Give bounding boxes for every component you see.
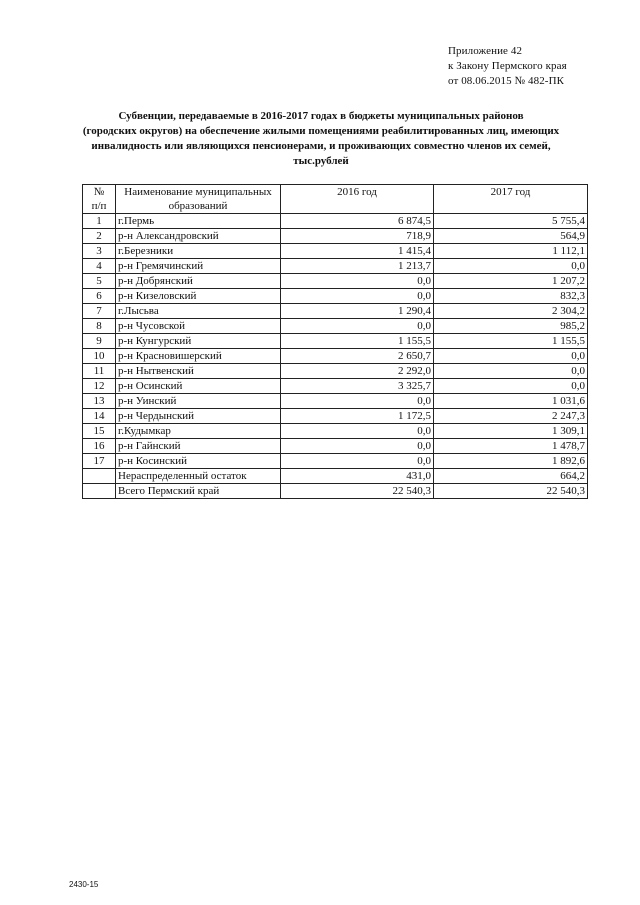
title-line-1: Субвенции, передаваемые в 2016-2017 годах в бюджеты муниципальных районов [118, 110, 524, 122]
cell-2016: 1 213,7 [281, 259, 434, 274]
header-name-bottom: образований [168, 200, 228, 212]
cell-2016: 1 172,5 [281, 409, 434, 424]
cell-2017: 2 247,3 [434, 409, 588, 424]
header-num-bottom: п/п [91, 200, 107, 212]
cell-num: 7 [83, 304, 116, 319]
cell-name: р-н Кизеловский [116, 289, 281, 304]
cell-2016: 718,9 [281, 229, 434, 244]
cell-2017: 985,2 [434, 319, 588, 334]
cell-2016: 1 415,4 [281, 244, 434, 259]
header-num-top: № [93, 186, 105, 198]
cell-2016: 2 292,0 [281, 364, 434, 379]
cell-2017: 1 155,5 [434, 334, 588, 349]
cell-2016: 22 540,3 [281, 484, 434, 499]
table-row [83, 289, 588, 304]
cell-2016: 2 650,7 [281, 349, 434, 364]
cell-2017: 0,0 [434, 259, 588, 274]
cell-2017: 564,9 [434, 229, 588, 244]
cell-name: Нераспределенный остаток [116, 469, 281, 484]
cell-num: 6 [83, 289, 116, 304]
cell-num: 5 [83, 274, 116, 289]
cell-name: р-н Чердынский [116, 409, 281, 424]
cell-2016: 0,0 [281, 424, 434, 439]
cell-name: р-н Уинский [116, 394, 281, 409]
cell-name: г.Кудымкар [116, 424, 281, 439]
appendix-line-2: к Закону Пермского края [448, 60, 567, 72]
table-row [83, 424, 588, 439]
cell-num [83, 469, 116, 484]
table-row [83, 349, 588, 364]
document-title [62, 109, 580, 169]
cell-name: г.Березники [116, 244, 281, 259]
cell-num: 13 [83, 394, 116, 409]
table-body [83, 214, 588, 499]
table-row [83, 379, 588, 394]
cell-2016: 0,0 [281, 394, 434, 409]
cell-2016: 3 325,7 [281, 379, 434, 394]
cell-name: р-н Гремячинский [116, 259, 281, 274]
appendix-line-1: Приложение 42 [448, 45, 523, 57]
table-row [83, 334, 588, 349]
header-name [116, 185, 281, 214]
cell-2016: 0,0 [281, 439, 434, 454]
cell-num: 17 [83, 454, 116, 469]
table-row [83, 394, 588, 409]
cell-num: 3 [83, 244, 116, 259]
cell-num: 12 [83, 379, 116, 394]
cell-num: 9 [83, 334, 116, 349]
cell-2016: 0,0 [281, 289, 434, 304]
table-row [83, 439, 588, 454]
cell-2016: 1 155,5 [281, 334, 434, 349]
cell-2016: 0,0 [281, 319, 434, 334]
cell-2017: 832,3 [434, 289, 588, 304]
cell-2016: 1 290,4 [281, 304, 434, 319]
cell-2016: 6 874,5 [281, 214, 434, 229]
cell-2017: 22 540,3 [434, 484, 588, 499]
cell-name: г.Пермь [116, 214, 281, 229]
cell-2017: 0,0 [434, 379, 588, 394]
appendix-header [448, 44, 567, 89]
table-row [83, 469, 588, 484]
table-row [83, 229, 588, 244]
table-row [83, 484, 588, 499]
cell-num: 11 [83, 364, 116, 379]
cell-2017: 5 755,4 [434, 214, 588, 229]
cell-2017: 1 309,1 [434, 424, 588, 439]
cell-num: 4 [83, 259, 116, 274]
table-row [83, 364, 588, 379]
cell-name: Всего Пермский край [116, 484, 281, 499]
cell-name: р-н Косинский [116, 454, 281, 469]
subvention-table [82, 184, 588, 499]
cell-num: 1 [83, 214, 116, 229]
header-2016: 2016 год [281, 185, 434, 214]
cell-num: 15 [83, 424, 116, 439]
cell-2017: 1 112,1 [434, 244, 588, 259]
cell-name: р-н Кунгурский [116, 334, 281, 349]
cell-2017: 1 478,7 [434, 439, 588, 454]
cell-name: р-н Александровский [116, 229, 281, 244]
table-row [83, 409, 588, 424]
cell-name: г.Лысьва [116, 304, 281, 319]
appendix-line-3: от 08.06.2015 № 482-ПК [448, 75, 565, 87]
footer-code: 2430-15 [69, 880, 99, 889]
cell-name: р-н Чусовской [116, 319, 281, 334]
cell-2016: 0,0 [281, 454, 434, 469]
title-line-3: инвалидность или являющихся пенсионерами, и проживающих совместно членов их семей, [91, 140, 551, 152]
cell-2017: 2 304,2 [434, 304, 588, 319]
header-2017: 2017 год [434, 185, 588, 214]
header-name-top: Наименование муниципальных [124, 186, 272, 198]
cell-2016: 0,0 [281, 274, 434, 289]
table-row [83, 319, 588, 334]
title-line-4: тыс.рублей [293, 155, 349, 167]
table-row [83, 214, 588, 229]
table-row [83, 259, 588, 274]
title-line-2: (городских округов) на обеспечение жилыми помещениями реабилитированных лиц, имеющих [82, 125, 560, 137]
cell-2017: 664,2 [434, 469, 588, 484]
table-row [83, 304, 588, 319]
cell-num: 2 [83, 229, 116, 244]
cell-num: 14 [83, 409, 116, 424]
cell-name: р-н Осинский [116, 379, 281, 394]
cell-2016: 431,0 [281, 469, 434, 484]
cell-num: 16 [83, 439, 116, 454]
cell-2017: 1 892,6 [434, 454, 588, 469]
cell-2017: 0,0 [434, 349, 588, 364]
table-row [83, 244, 588, 259]
cell-2017: 1 207,2 [434, 274, 588, 289]
cell-name: р-н Нытвенский [116, 364, 281, 379]
table-row [83, 454, 588, 469]
cell-num [83, 484, 116, 499]
header-num [83, 185, 116, 214]
cell-name: р-н Добрянский [116, 274, 281, 289]
cell-2017: 1 031,6 [434, 394, 588, 409]
table-header-row [83, 185, 588, 214]
cell-num: 8 [83, 319, 116, 334]
cell-num: 10 [83, 349, 116, 364]
cell-2017: 0,0 [434, 364, 588, 379]
cell-name: р-н Гайнский [116, 439, 281, 454]
table-row [83, 274, 588, 289]
cell-name: р-н Красновишерский [116, 349, 281, 364]
